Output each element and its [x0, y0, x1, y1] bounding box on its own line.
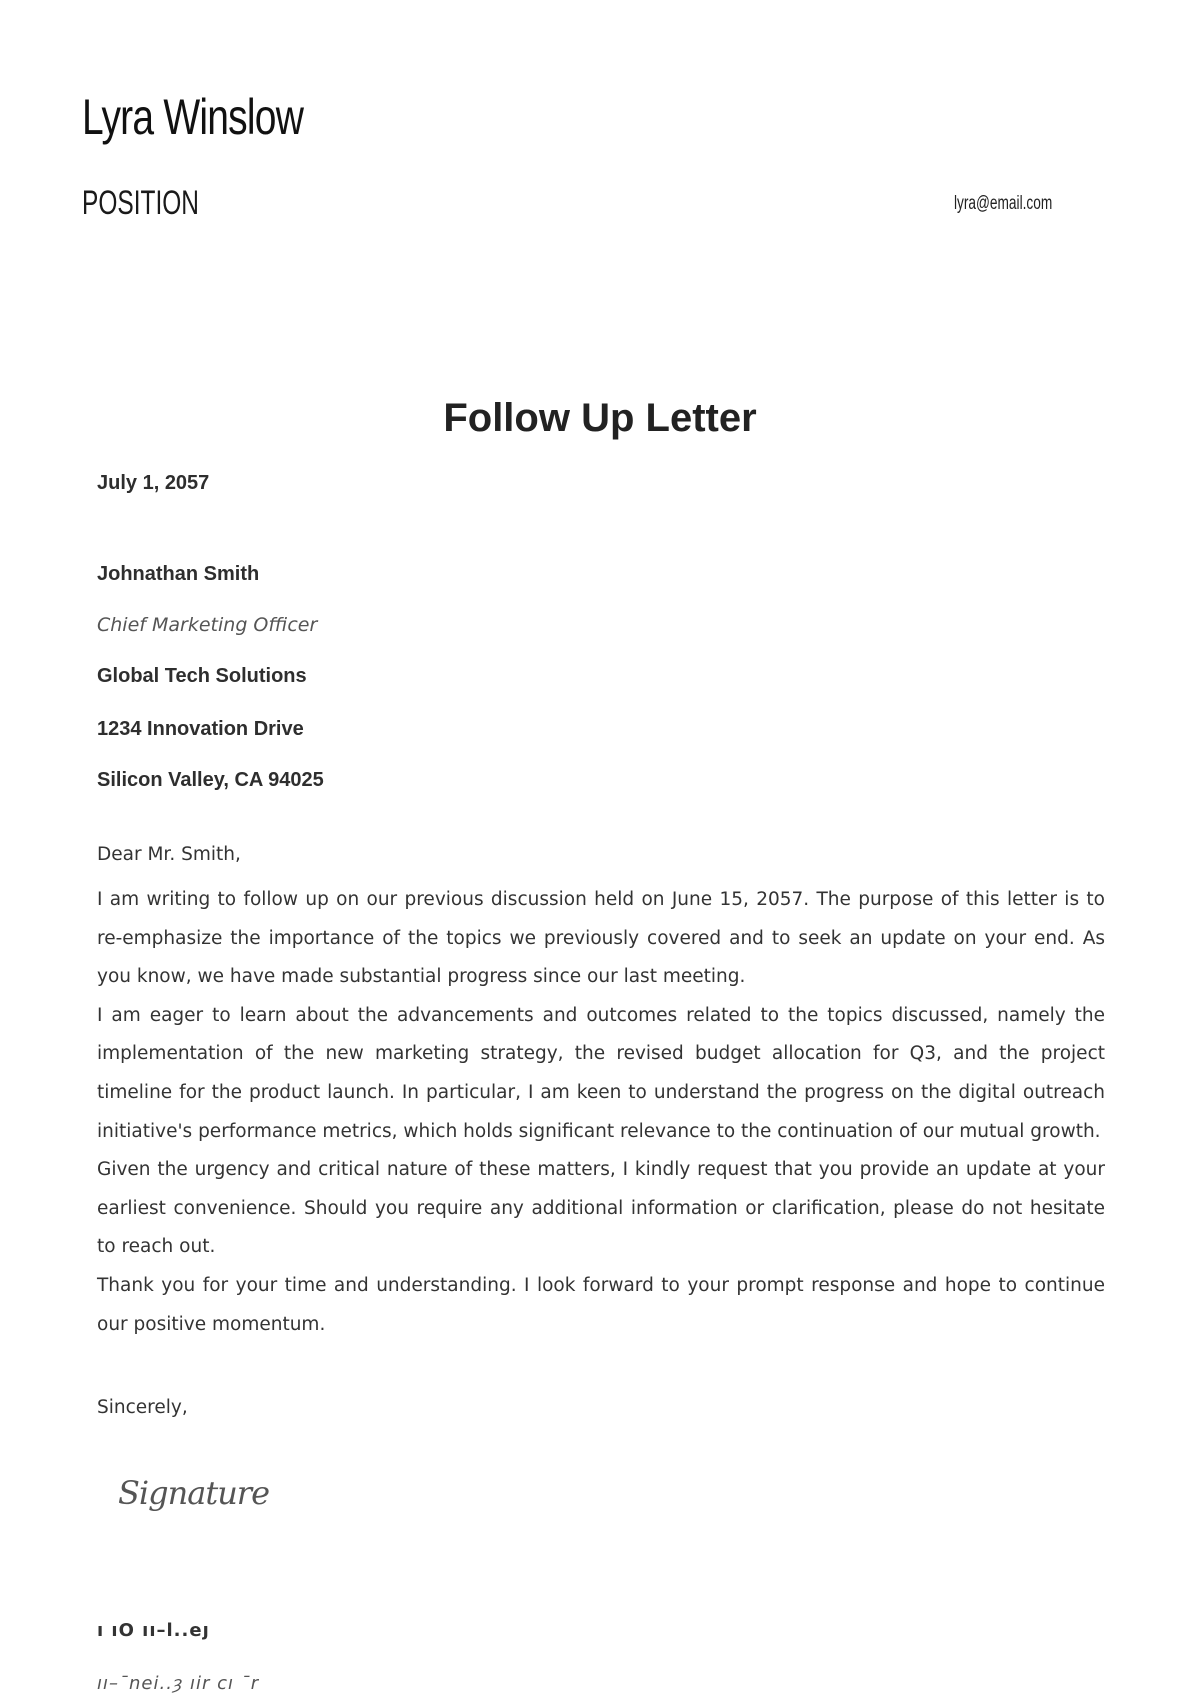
sender-name: Lyra Winslow	[82, 89, 304, 145]
letter-body	[97, 881, 1105, 1344]
letter-date: July 1, 2057	[97, 472, 210, 494]
body-paragraph-2: I am eager to learn about the advancements and outcomes related to the topics discussed, namely the implementation of the new marketing strategy, the revised budget allocation for Q3, and the project timeline for the product launch. In particular, I am keen to understand the progress on the digital outreach initiative's performance metrics, which holds significant relevance to the continuation of our mutual growth.	[97, 1004, 1105, 1142]
greeting: Dear Mr. Smith,	[97, 844, 241, 865]
body-paragraph-1: I am writing to follow up on our previous discussion held on June 15, 2057. The purpose of this letter is to re-emphasize the importance of the topics we previously covered and to seek an update on your end. As you know, we have made substantial progress since our last meeting.	[97, 889, 1105, 988]
body-paragraph-3: Given the urgency and critical nature of these matters, I kindly request that you provide an update at your earliest convenience. Should you require any additional information or clarification, please do not hesitate to reach out.	[97, 1159, 1105, 1258]
recipient-address-line1: 1234 Innovation Drive	[97, 718, 304, 740]
recipient-company: Global Tech Solutions	[97, 665, 307, 687]
sender-title-footer: ıı–ˉnei..ȝ ıir cı ˉr	[97, 1673, 260, 1694]
sender-name-footer: ı ıO ıı–l..eȷ	[97, 1620, 210, 1641]
recipient-name: Johnathan Smith	[97, 563, 260, 585]
body-paragraph-4: Thank you for your time and understanding. I look forward to your prompt response and hope to continue our positive momentum.	[97, 1274, 1105, 1335]
signature-image: Signature	[118, 1474, 270, 1512]
closing: Sincerely,	[97, 1397, 188, 1418]
sender-email: lyra@email.com	[954, 193, 1053, 214]
sender-position: POSITION	[82, 184, 199, 222]
letter-title: Follow Up Letter	[443, 396, 757, 440]
recipient-role: Chief Marketing Officer	[97, 614, 318, 636]
recipient-address-line2: Silicon Valley, CA 94025	[97, 769, 324, 791]
